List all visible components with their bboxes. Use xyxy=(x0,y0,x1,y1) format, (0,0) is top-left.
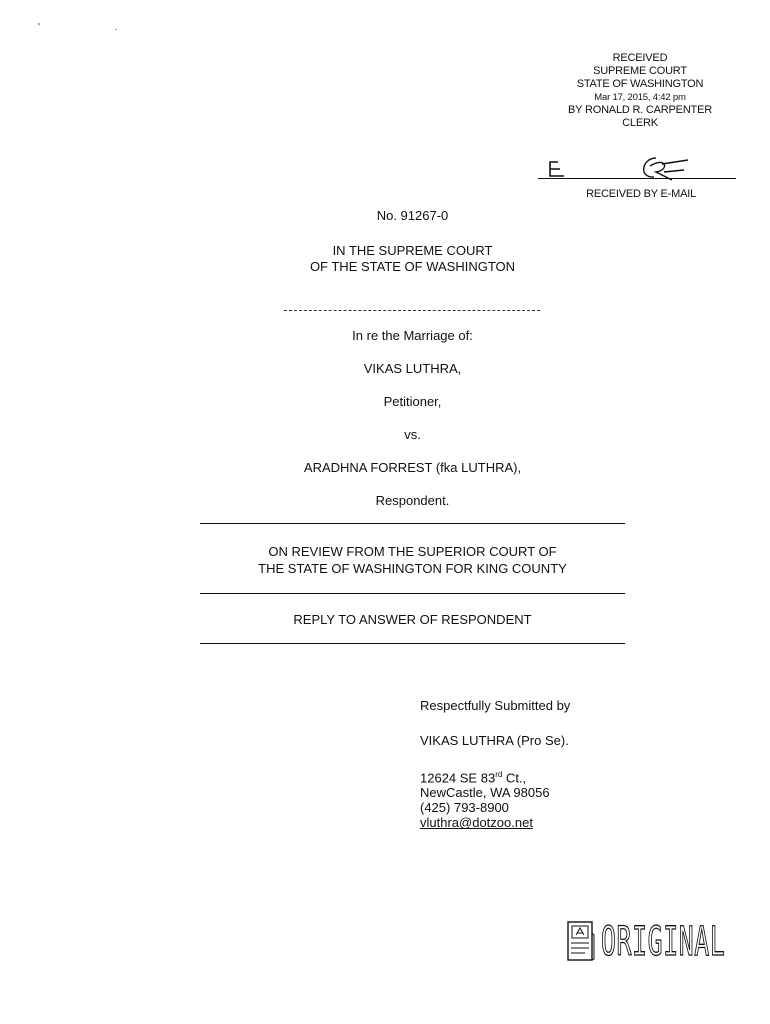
street-type: Ct., xyxy=(502,770,527,786)
review-heading xyxy=(200,543,625,577)
submitted-by: Respectfully Submitted by xyxy=(420,698,571,713)
received-by-email: RECEIVED BY E-MAIL xyxy=(586,188,696,200)
court-heading xyxy=(200,243,625,275)
stamp-line-by: BY RONALD R. CARPENTER xyxy=(568,104,712,116)
respondent-label: Respondent. xyxy=(375,493,450,508)
stamp-line-clerk: CLERK xyxy=(622,117,658,129)
petitioner-label: Petitioner, xyxy=(383,394,442,409)
street-number: 12624 SE 83 xyxy=(420,770,496,786)
document-stamp-icon xyxy=(567,919,595,963)
address-email[interactable]: vluthra@dotzoo.net xyxy=(420,815,533,831)
street-ordinal: rd xyxy=(495,770,503,779)
submitter-name: VIKAS LUTHRA (Pro Se). xyxy=(420,733,569,748)
original-stamp xyxy=(567,915,737,971)
petitioner-name: VIKAS LUTHRA, xyxy=(363,361,462,376)
review-line2: THE STATE OF WASHINGTON FOR KING COUNTY xyxy=(258,561,567,576)
stamp-line-datetime: Mar 17, 2015, 4:42 pm xyxy=(594,92,686,103)
scan-specks: ' . xyxy=(38,22,154,33)
case-number: No. 91267-0 xyxy=(376,208,449,223)
received-stamp xyxy=(540,52,740,130)
versus: vs. xyxy=(404,427,421,442)
address-block xyxy=(420,767,550,830)
respondent-name: ARADHNA FORREST (fka LUTHRA), xyxy=(303,460,522,475)
address-phone: (425) 793-8900 xyxy=(420,800,509,816)
in-re: In re the Marriage of: xyxy=(352,328,473,343)
address-street xyxy=(420,767,550,785)
review-line1: ON REVIEW FROM THE SUPERIOR COURT OF xyxy=(268,544,557,559)
court-heading-line2: OF THE STATE OF WASHINGTON xyxy=(309,259,516,274)
stamp-line-state: STATE OF WASHINGTON xyxy=(576,78,704,90)
divider-3 xyxy=(200,643,625,644)
address-city: NewCastle, WA 98056 xyxy=(420,785,550,801)
signature-area xyxy=(538,150,736,200)
signature-line xyxy=(538,178,736,179)
stamp-line-received: RECEIVED xyxy=(612,52,668,64)
court-heading-line1: IN THE SUPREME COURT xyxy=(332,243,493,258)
original-label: ORIGINAL xyxy=(601,919,726,965)
stamp-line-court: SUPREME COURT xyxy=(593,65,687,77)
divider-1 xyxy=(200,523,625,524)
dashed-divider xyxy=(284,310,540,311)
divider-2 xyxy=(200,593,625,594)
document-title: REPLY TO ANSWER OF RESPONDENT xyxy=(293,612,532,627)
